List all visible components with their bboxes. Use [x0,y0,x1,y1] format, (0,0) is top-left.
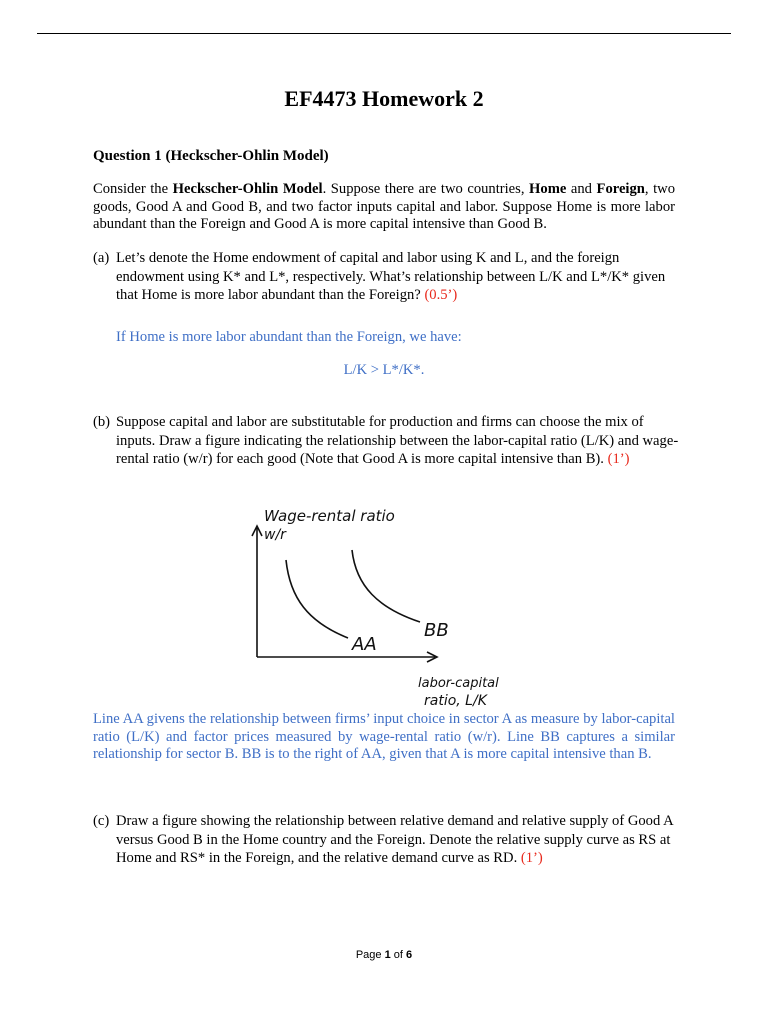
part-a-points: (0.5’) [424,287,458,303]
part-a [93,249,683,305]
header-rule [37,33,731,34]
part-a-text: Let’s denote the Home endowment of capital and labor using K and L, and the foreign endowment using K* and L*, respectively. What’s relationship between L/K and L*/K* given that Home is more labor abundant than the Foreign? (0.5’) [116,250,666,303]
question-heading: Question 1 (Heckscher-Ohlin Model) [93,148,329,164]
part-b-answer: Line AA givens the relationship between firms’ input choice in sector A as measure by labor-capital ratio (L/K) and factor prices measured by wage-rental ratio (w/r). Line BB captures a similar relationship for sector B. BB is to the right of AA, given that A is more capital intensive than B. [93,711,675,762]
part-b [93,413,683,469]
curve-aa [286,560,348,638]
question-intro: Consider the Heckscher-Ohlin Model. Suppose there are two countries, Home and Foreign, two goods, Good A and Good B, and two factor inputs capital and labor. Suppose Home is more labor abundant than the Foreign and Good A is more capital intensive than Good B. [93,181,676,232]
sketch-y-label-line1: Wage-rental ratio [264,507,395,525]
wage-rental-sketch [248,498,499,709]
part-c-points: (1’) [520,850,543,866]
page-title: EF4473 Homework 2 [284,86,484,111]
part-a-answer-line1: If Home is more labor abundant than the Foreign, we have: [116,329,462,345]
curve-bb-label: BB [424,620,449,641]
part-b-points: (1’) [607,451,630,467]
sketch-x-label-line1: labor-capital [418,676,499,691]
part-a-label: (a) [93,250,110,266]
part-c-label: (c) [93,813,110,829]
page-footer: Page 1 of 6 [355,949,413,961]
part-b-label: (b) [93,414,111,430]
part-b-text: Suppose capital and labor are substitutable for production and firms can choose the mix of inputs. Draw a figure indicating the relationship between the labor-capital ratio (L/K) and wage-rental ratio (w/r) for each good (Note that Good A is more capital intensive than B). (1’) [116,414,679,467]
part-c-text: Draw a figure showing the relationship between relative demand and relative supply of Good A versus Good B in the Home country and the Foreign. Denote the relative supply curve as RS at Home and RS* in the Foreign, and the relative demand curve as RD. (1’) [116,813,673,866]
sketch-x-label-line2: ratio, L/K [424,693,487,709]
part-c [93,812,683,868]
curve-bb [352,550,420,622]
part-a-answer-line2: L/K > L*/K*. [343,362,425,378]
sketch-y-label-line2: w/r [264,527,286,543]
curve-aa-label: AA [352,634,377,655]
